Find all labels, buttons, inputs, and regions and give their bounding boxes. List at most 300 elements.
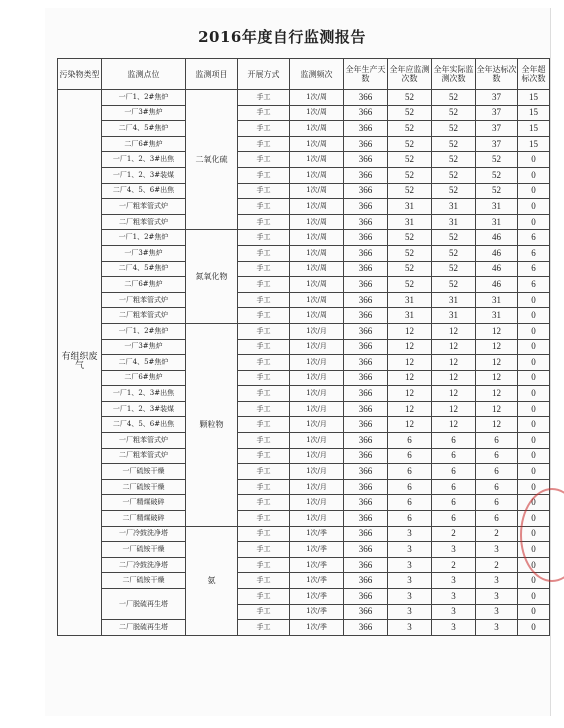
method-cell: 手工 bbox=[238, 90, 290, 106]
frequency-cell: 1次/季 bbox=[290, 589, 344, 605]
table-row bbox=[58, 433, 550, 449]
value-cell: 6 bbox=[432, 448, 476, 464]
value-cell: 0 bbox=[518, 292, 550, 308]
value-cell: 31 bbox=[388, 199, 432, 215]
table-row bbox=[58, 277, 550, 293]
value-cell: 0 bbox=[518, 323, 550, 339]
value-cell: 366 bbox=[344, 479, 388, 495]
value-cell: 366 bbox=[344, 214, 388, 230]
table-row bbox=[58, 199, 550, 215]
method-cell: 手工 bbox=[238, 339, 290, 355]
frequency-cell: 1次/月 bbox=[290, 370, 344, 386]
frequency-cell: 1次/月 bbox=[290, 479, 344, 495]
value-cell: 366 bbox=[344, 557, 388, 573]
frequency-cell: 1次/月 bbox=[290, 511, 344, 527]
point-cell: 一厂1、2#焦炉 bbox=[102, 230, 186, 246]
table-row bbox=[58, 573, 550, 589]
value-cell: 52 bbox=[432, 152, 476, 168]
value-cell: 366 bbox=[344, 573, 388, 589]
method-cell: 手工 bbox=[238, 386, 290, 402]
value-cell: 366 bbox=[344, 152, 388, 168]
value-cell: 6 bbox=[476, 433, 518, 449]
value-cell: 6 bbox=[432, 495, 476, 511]
method-cell: 手工 bbox=[238, 152, 290, 168]
value-cell: 12 bbox=[388, 417, 432, 433]
value-cell: 366 bbox=[344, 199, 388, 215]
value-cell: 31 bbox=[476, 199, 518, 215]
value-cell: 366 bbox=[344, 261, 388, 277]
value-cell: 6 bbox=[388, 495, 432, 511]
point-cell: 一厂粗苯管式炉 bbox=[102, 292, 186, 308]
value-cell: 52 bbox=[388, 230, 432, 246]
value-cell: 12 bbox=[432, 339, 476, 355]
value-cell: 31 bbox=[476, 214, 518, 230]
point-cell: 二厂脱硫再生塔 bbox=[102, 620, 186, 636]
point-cell: 二厂硫铵干燥 bbox=[102, 479, 186, 495]
value-cell: 366 bbox=[344, 526, 388, 542]
method-cell: 手工 bbox=[238, 355, 290, 371]
header-cell: 全年应监测次数 bbox=[388, 59, 432, 90]
method-cell: 手工 bbox=[238, 199, 290, 215]
value-cell: 366 bbox=[344, 370, 388, 386]
value-cell: 12 bbox=[476, 355, 518, 371]
value-cell: 6 bbox=[432, 479, 476, 495]
method-cell: 手工 bbox=[238, 136, 290, 152]
value-cell: 0 bbox=[518, 479, 550, 495]
table-row bbox=[58, 261, 550, 277]
frequency-cell: 1次/月 bbox=[290, 448, 344, 464]
method-cell: 手工 bbox=[238, 401, 290, 417]
value-cell: 3 bbox=[476, 542, 518, 558]
value-cell: 366 bbox=[344, 464, 388, 480]
value-cell: 3 bbox=[388, 589, 432, 605]
table-row bbox=[58, 370, 550, 386]
value-cell: 31 bbox=[432, 199, 476, 215]
value-cell: 0 bbox=[518, 542, 550, 558]
value-cell: 366 bbox=[344, 417, 388, 433]
point-cell: 一厂3#焦炉 bbox=[102, 245, 186, 261]
frequency-cell: 1次/季 bbox=[290, 620, 344, 636]
value-cell: 366 bbox=[344, 121, 388, 137]
point-cell: 一厂粗苯管式炉 bbox=[102, 199, 186, 215]
value-cell: 12 bbox=[388, 401, 432, 417]
value-cell: 12 bbox=[476, 386, 518, 402]
table-row bbox=[58, 167, 550, 183]
method-cell: 手工 bbox=[238, 479, 290, 495]
frequency-cell: 1次/月 bbox=[290, 339, 344, 355]
value-cell: 3 bbox=[432, 604, 476, 620]
value-cell: 52 bbox=[432, 90, 476, 106]
method-cell: 手工 bbox=[238, 167, 290, 183]
frequency-cell: 1次/周 bbox=[290, 245, 344, 261]
category-cell: 有组织废气 bbox=[58, 90, 102, 636]
value-cell: 0 bbox=[518, 511, 550, 527]
table-row bbox=[58, 230, 550, 246]
method-cell: 手工 bbox=[238, 448, 290, 464]
point-cell: 一厂精煤破碎 bbox=[102, 495, 186, 511]
value-cell: 0 bbox=[518, 604, 550, 620]
point-cell: 二厂4、5、6#出焦 bbox=[102, 183, 186, 199]
frequency-cell: 1次/季 bbox=[290, 542, 344, 558]
value-cell: 6 bbox=[518, 230, 550, 246]
value-cell: 366 bbox=[344, 386, 388, 402]
value-cell: 52 bbox=[388, 183, 432, 199]
table-row bbox=[58, 620, 550, 636]
value-cell: 2 bbox=[476, 557, 518, 573]
table-row bbox=[58, 245, 550, 261]
table-row bbox=[58, 526, 550, 542]
method-cell: 手工 bbox=[238, 214, 290, 230]
method-cell: 手工 bbox=[238, 495, 290, 511]
value-cell: 52 bbox=[388, 261, 432, 277]
value-cell: 0 bbox=[518, 433, 550, 449]
value-cell: 15 bbox=[518, 136, 550, 152]
table-row bbox=[58, 183, 550, 199]
table-row bbox=[58, 557, 550, 573]
value-cell: 6 bbox=[432, 511, 476, 527]
frequency-cell: 1次/月 bbox=[290, 464, 344, 480]
point-cell: 二厂4、5、6#出焦 bbox=[102, 417, 186, 433]
table-row bbox=[58, 589, 550, 605]
value-cell: 366 bbox=[344, 620, 388, 636]
value-cell: 0 bbox=[518, 401, 550, 417]
value-cell: 6 bbox=[388, 433, 432, 449]
value-cell: 3 bbox=[476, 620, 518, 636]
item-cell: 颗粒物 bbox=[186, 323, 238, 526]
value-cell: 3 bbox=[432, 589, 476, 605]
value-cell: 12 bbox=[388, 370, 432, 386]
header-cell: 全年生产天数 bbox=[344, 59, 388, 90]
method-cell: 手工 bbox=[238, 542, 290, 558]
point-cell: 一厂1、2、3#出焦 bbox=[102, 152, 186, 168]
frequency-cell: 1次/周 bbox=[290, 152, 344, 168]
point-cell: 一厂3#焦炉 bbox=[102, 339, 186, 355]
value-cell: 366 bbox=[344, 230, 388, 246]
value-cell: 366 bbox=[344, 183, 388, 199]
value-cell: 31 bbox=[388, 308, 432, 324]
item-cell: 二氧化硫 bbox=[186, 90, 238, 230]
table-row bbox=[58, 308, 550, 324]
value-cell: 0 bbox=[518, 557, 550, 573]
frequency-cell: 1次/周 bbox=[290, 136, 344, 152]
frequency-cell: 1次/月 bbox=[290, 355, 344, 371]
value-cell: 12 bbox=[388, 323, 432, 339]
value-cell: 52 bbox=[476, 167, 518, 183]
frequency-cell: 1次/季 bbox=[290, 526, 344, 542]
point-cell: 二厂冷鼓洗净塔 bbox=[102, 557, 186, 573]
value-cell: 52 bbox=[388, 105, 432, 121]
page-title: 2016年度自行监测报告 bbox=[198, 28, 366, 46]
value-cell: 12 bbox=[432, 401, 476, 417]
table-row bbox=[58, 401, 550, 417]
method-cell: 手工 bbox=[238, 183, 290, 199]
value-cell: 37 bbox=[476, 105, 518, 121]
value-cell: 12 bbox=[432, 323, 476, 339]
value-cell: 366 bbox=[344, 495, 388, 511]
table-row bbox=[58, 90, 550, 106]
value-cell: 15 bbox=[518, 90, 550, 106]
point-cell: 一厂粗苯管式炉 bbox=[102, 433, 186, 449]
value-cell: 366 bbox=[344, 604, 388, 620]
method-cell: 手工 bbox=[238, 292, 290, 308]
value-cell: 12 bbox=[432, 386, 476, 402]
value-cell: 3 bbox=[388, 526, 432, 542]
method-cell: 手工 bbox=[238, 433, 290, 449]
point-cell: 一厂1、2、3#装煤 bbox=[102, 401, 186, 417]
value-cell: 46 bbox=[476, 245, 518, 261]
point-cell: 二厂4、5#焦炉 bbox=[102, 355, 186, 371]
value-cell: 31 bbox=[432, 292, 476, 308]
value-cell: 6 bbox=[432, 433, 476, 449]
point-cell: 一厂1、2、3#装煤 bbox=[102, 167, 186, 183]
value-cell: 366 bbox=[344, 401, 388, 417]
table-row bbox=[58, 105, 550, 121]
value-cell: 0 bbox=[518, 417, 550, 433]
table-row bbox=[58, 121, 550, 137]
value-cell: 3 bbox=[388, 604, 432, 620]
value-cell: 12 bbox=[476, 417, 518, 433]
frequency-cell: 1次/周 bbox=[290, 121, 344, 137]
table-row bbox=[58, 323, 550, 339]
value-cell: 15 bbox=[518, 105, 550, 121]
point-cell: 一厂1、2、3#出焦 bbox=[102, 386, 186, 402]
table-row bbox=[58, 479, 550, 495]
value-cell: 31 bbox=[476, 308, 518, 324]
value-cell: 46 bbox=[476, 261, 518, 277]
value-cell: 6 bbox=[476, 464, 518, 480]
value-cell: 31 bbox=[432, 214, 476, 230]
value-cell: 2 bbox=[432, 526, 476, 542]
method-cell: 手工 bbox=[238, 589, 290, 605]
value-cell: 3 bbox=[432, 573, 476, 589]
header-cell: 监测点位 bbox=[102, 59, 186, 90]
header-cell: 全年实际监测次数 bbox=[432, 59, 476, 90]
value-cell: 52 bbox=[432, 167, 476, 183]
table-row bbox=[58, 136, 550, 152]
value-cell: 12 bbox=[476, 370, 518, 386]
value-cell: 12 bbox=[388, 339, 432, 355]
point-cell: 一厂硫铵干燥 bbox=[102, 464, 186, 480]
table-row bbox=[58, 152, 550, 168]
value-cell: 0 bbox=[518, 308, 550, 324]
value-cell: 31 bbox=[432, 308, 476, 324]
method-cell: 手工 bbox=[238, 323, 290, 339]
table-row bbox=[58, 417, 550, 433]
value-cell: 52 bbox=[388, 167, 432, 183]
table-row bbox=[58, 386, 550, 402]
value-cell: 46 bbox=[476, 230, 518, 246]
value-cell: 0 bbox=[518, 573, 550, 589]
value-cell: 0 bbox=[518, 167, 550, 183]
point-cell: 二厂粗苯管式炉 bbox=[102, 448, 186, 464]
value-cell: 3 bbox=[388, 542, 432, 558]
value-cell: 52 bbox=[388, 277, 432, 293]
point-cell: 二厂硫铵干燥 bbox=[102, 573, 186, 589]
value-cell: 52 bbox=[388, 152, 432, 168]
value-cell: 0 bbox=[518, 152, 550, 168]
value-cell: 52 bbox=[388, 90, 432, 106]
method-cell: 手工 bbox=[238, 105, 290, 121]
method-cell: 手工 bbox=[238, 464, 290, 480]
table-row bbox=[58, 542, 550, 558]
method-cell: 手工 bbox=[238, 261, 290, 277]
item-cell: 氮氧化物 bbox=[186, 230, 238, 324]
method-cell: 手工 bbox=[238, 277, 290, 293]
value-cell: 366 bbox=[344, 589, 388, 605]
method-cell: 手工 bbox=[238, 230, 290, 246]
value-cell: 3 bbox=[432, 620, 476, 636]
value-cell: 366 bbox=[344, 136, 388, 152]
point-cell: 二厂6#焦炉 bbox=[102, 370, 186, 386]
value-cell: 6 bbox=[476, 479, 518, 495]
value-cell: 366 bbox=[344, 245, 388, 261]
frequency-cell: 1次/月 bbox=[290, 401, 344, 417]
method-cell: 手工 bbox=[238, 245, 290, 261]
point-cell: 二厂6#焦炉 bbox=[102, 277, 186, 293]
table-row bbox=[58, 495, 550, 511]
frequency-cell: 1次/季 bbox=[290, 557, 344, 573]
monitoring-table bbox=[57, 58, 550, 636]
value-cell: 366 bbox=[344, 323, 388, 339]
table-row bbox=[58, 448, 550, 464]
value-cell: 366 bbox=[344, 167, 388, 183]
value-cell: 6 bbox=[388, 511, 432, 527]
frequency-cell: 1次/周 bbox=[290, 105, 344, 121]
value-cell: 0 bbox=[518, 620, 550, 636]
value-cell: 366 bbox=[344, 308, 388, 324]
value-cell: 12 bbox=[432, 355, 476, 371]
value-cell: 0 bbox=[518, 339, 550, 355]
value-cell: 52 bbox=[432, 105, 476, 121]
frequency-cell: 1次/周 bbox=[290, 308, 344, 324]
frequency-cell: 1次/月 bbox=[290, 386, 344, 402]
point-cell: 一厂1、2#焦炉 bbox=[102, 323, 186, 339]
value-cell: 366 bbox=[344, 355, 388, 371]
frequency-cell: 1次/周 bbox=[290, 199, 344, 215]
value-cell: 52 bbox=[432, 136, 476, 152]
table-row bbox=[58, 511, 550, 527]
value-cell: 0 bbox=[518, 355, 550, 371]
point-cell: 一厂3#焦炉 bbox=[102, 105, 186, 121]
value-cell: 52 bbox=[432, 230, 476, 246]
header-cell: 全年达标次数 bbox=[476, 59, 518, 90]
value-cell: 52 bbox=[388, 245, 432, 261]
header-cell: 全年超标次数 bbox=[518, 59, 550, 90]
value-cell: 52 bbox=[432, 183, 476, 199]
point-cell: 一厂脱硫再生塔 bbox=[102, 589, 186, 620]
frequency-cell: 1次/季 bbox=[290, 604, 344, 620]
point-cell: 二厂6#焦炉 bbox=[102, 136, 186, 152]
value-cell: 12 bbox=[432, 370, 476, 386]
frequency-cell: 1次/月 bbox=[290, 433, 344, 449]
frequency-cell: 1次/周 bbox=[290, 230, 344, 246]
value-cell: 31 bbox=[476, 292, 518, 308]
header-cell: 监测项目 bbox=[186, 59, 238, 90]
point-cell: 一厂硫铵干燥 bbox=[102, 542, 186, 558]
value-cell: 31 bbox=[388, 214, 432, 230]
value-cell: 3 bbox=[432, 542, 476, 558]
value-cell: 52 bbox=[432, 121, 476, 137]
value-cell: 52 bbox=[388, 121, 432, 137]
header-cell: 污染物类型 bbox=[58, 59, 102, 90]
table-row bbox=[58, 355, 550, 371]
value-cell: 3 bbox=[388, 557, 432, 573]
table-row bbox=[58, 339, 550, 355]
value-cell: 6 bbox=[518, 261, 550, 277]
value-cell: 12 bbox=[476, 323, 518, 339]
value-cell: 366 bbox=[344, 542, 388, 558]
header-cell: 开展方式 bbox=[238, 59, 290, 90]
value-cell: 52 bbox=[476, 183, 518, 199]
method-cell: 手工 bbox=[238, 604, 290, 620]
frequency-cell: 1次/周 bbox=[290, 183, 344, 199]
value-cell: 12 bbox=[476, 339, 518, 355]
value-cell: 6 bbox=[476, 495, 518, 511]
value-cell: 0 bbox=[518, 370, 550, 386]
method-cell: 手工 bbox=[238, 370, 290, 386]
value-cell: 52 bbox=[476, 152, 518, 168]
table-body bbox=[58, 90, 550, 636]
frequency-cell: 1次/周 bbox=[290, 261, 344, 277]
value-cell: 6 bbox=[476, 448, 518, 464]
point-cell: 二厂精煤破碎 bbox=[102, 511, 186, 527]
value-cell: 37 bbox=[476, 90, 518, 106]
table-row bbox=[58, 214, 550, 230]
frequency-cell: 1次/周 bbox=[290, 90, 344, 106]
value-cell: 366 bbox=[344, 448, 388, 464]
value-cell: 6 bbox=[518, 277, 550, 293]
value-cell: 6 bbox=[388, 479, 432, 495]
value-cell: 52 bbox=[432, 277, 476, 293]
value-cell: 2 bbox=[432, 557, 476, 573]
value-cell: 366 bbox=[344, 90, 388, 106]
value-cell: 366 bbox=[344, 339, 388, 355]
frequency-cell: 1次/周 bbox=[290, 214, 344, 230]
value-cell: 366 bbox=[344, 511, 388, 527]
value-cell: 0 bbox=[518, 589, 550, 605]
header-cell: 监测频次 bbox=[290, 59, 344, 90]
value-cell: 0 bbox=[518, 448, 550, 464]
method-cell: 手工 bbox=[238, 573, 290, 589]
value-cell: 3 bbox=[476, 604, 518, 620]
value-cell: 0 bbox=[518, 526, 550, 542]
frequency-cell: 1次/月 bbox=[290, 417, 344, 433]
value-cell: 3 bbox=[388, 620, 432, 636]
value-cell: 0 bbox=[518, 214, 550, 230]
value-cell: 3 bbox=[476, 589, 518, 605]
value-cell: 6 bbox=[388, 464, 432, 480]
value-cell: 46 bbox=[476, 277, 518, 293]
value-cell: 2 bbox=[476, 526, 518, 542]
value-cell: 6 bbox=[388, 448, 432, 464]
frequency-cell: 1次/周 bbox=[290, 292, 344, 308]
value-cell: 6 bbox=[476, 511, 518, 527]
value-cell: 6 bbox=[518, 245, 550, 261]
value-cell: 15 bbox=[518, 121, 550, 137]
method-cell: 手工 bbox=[238, 308, 290, 324]
value-cell: 0 bbox=[518, 464, 550, 480]
method-cell: 手工 bbox=[238, 511, 290, 527]
value-cell: 12 bbox=[432, 417, 476, 433]
item-cell: 氨 bbox=[186, 526, 238, 635]
point-cell: 二厂4、5#焦炉 bbox=[102, 121, 186, 137]
point-cell: 一厂1、2#焦炉 bbox=[102, 90, 186, 106]
frequency-cell: 1次/月 bbox=[290, 495, 344, 511]
method-cell: 手工 bbox=[238, 620, 290, 636]
frequency-cell: 1次/周 bbox=[290, 277, 344, 293]
value-cell: 6 bbox=[432, 464, 476, 480]
table-row bbox=[58, 464, 550, 480]
